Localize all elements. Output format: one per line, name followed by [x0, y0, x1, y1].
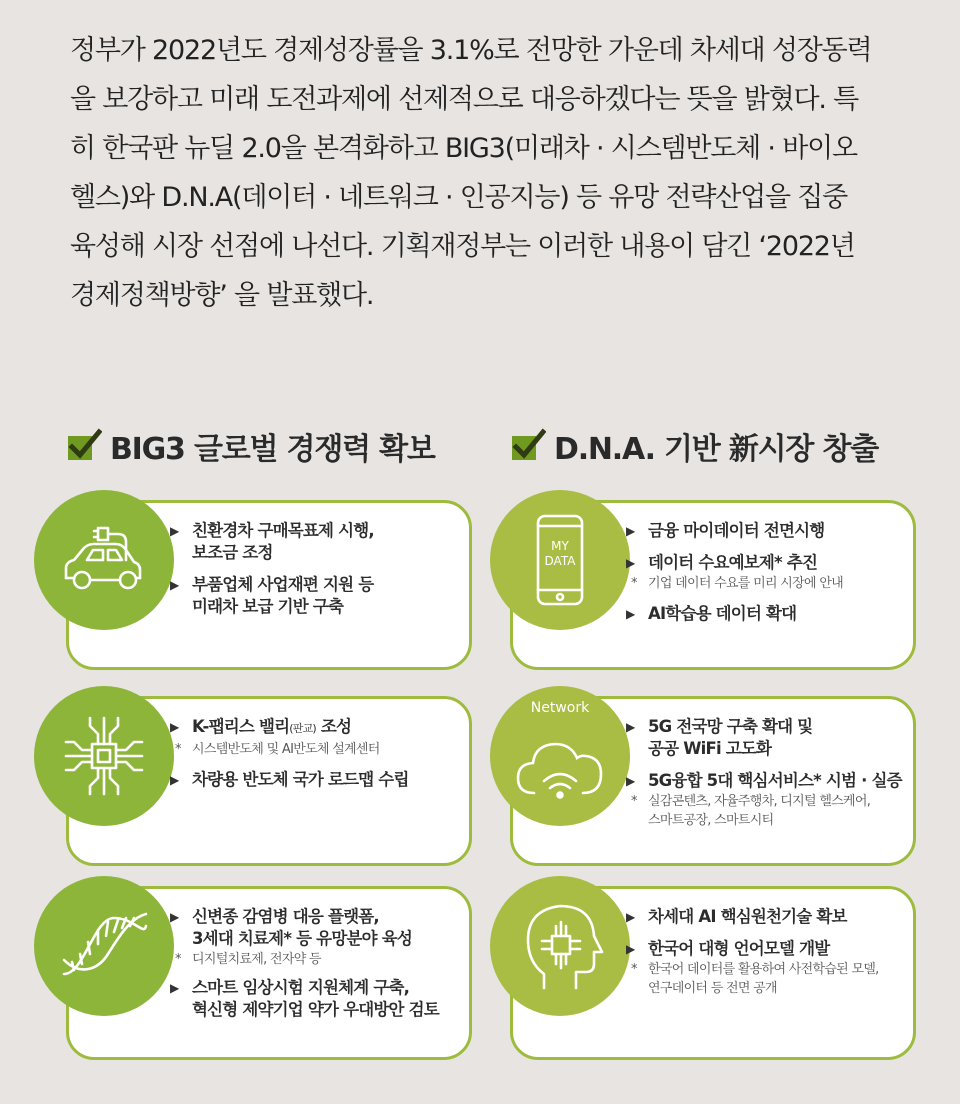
footnote: * 기업 데이터 수요를 미리 시장에 안내 — [626, 574, 910, 593]
intro-line: 육성해 시장 선점에 나선다. 기획재정부는 이러한 내용이 담긴 ‘2022년 — [70, 231, 855, 262]
intro-paragraph — [70, 26, 910, 320]
intro-line: 헬스)와 D.N.A(데이터 · 네트워크 · 인공지능) 등 유망 전략산업을 집중 — [70, 182, 847, 213]
bullet-item: ▶ 데이터 수요예보제* 추진 — [626, 552, 910, 574]
bullet-item: ▶ 친환경차 구매목표제 시행, 보조금 조정 — [170, 520, 466, 564]
bullet-item: ▶ 부품업체 사업재편 지원 등 미래차 보급 기반 구축 — [170, 574, 466, 618]
phone-text-my: MY — [551, 539, 569, 553]
check-icon — [510, 428, 546, 464]
future-car-items — [170, 520, 466, 618]
bullet-item: ▶ 차량용 반도체 국가 로드맵 수립 — [170, 769, 466, 791]
cloud-wifi-icon — [510, 717, 610, 817]
dna-section-title — [510, 424, 878, 468]
electric-car-badge — [34, 490, 174, 630]
footnote: * 시스템반도체 및 AI반도체 설계센터 — [170, 740, 466, 759]
electric-car-icon — [54, 510, 154, 610]
phone-text-data: DATA — [544, 554, 576, 568]
footnote: * 디지털치료제, 전자약 등 — [170, 950, 466, 969]
footnote: * 실감콘텐츠, 자율주행차, 디지털 헬스케어, 스마트공장, 스마트시티 — [626, 792, 910, 830]
semiconductor-badge — [34, 686, 174, 826]
bullet-item: ▶ K-팹리스 밸리(판교) 조성 — [170, 716, 466, 740]
bullet-item: ▶ 차세대 AI 핵심원천기술 확보 — [626, 906, 910, 928]
footnote: * 한국어 데이터를 활용하여 사전학습된 모델, 연구데이터 등 전면 공개 — [626, 960, 910, 998]
smartphone-my-data-icon — [510, 510, 610, 610]
bullet-item: ▶ 5G융합 5대 핵심서비스* 시범 · 실증 — [626, 770, 910, 792]
intro-line: 히 한국판 뉴딜 2.0을 본격화하고 BIG3(미래차 · 시스템반도체 · 바이오 — [70, 133, 857, 164]
bullet-item: ▶ 스마트 임상시험 지원체계 구축, 혁신형 제약기업 약가 우대방안 검토 — [170, 977, 466, 1021]
network-badge — [490, 686, 630, 826]
section-title-text: D.N.A. 기반 新시장 창출 — [554, 432, 878, 467]
network-items — [626, 716, 910, 830]
semiconductor-items — [170, 716, 466, 791]
ai-items — [626, 906, 910, 998]
intro-line: 경제정책방향’ 을 발표했다. — [70, 280, 374, 311]
intro-line: 정부가 2022년도 경제성장률을 3.1%로 전망한 가운데 차세대 성장동력 — [70, 35, 872, 66]
bullet-item: ▶ 한국어 대형 언어모델 개발 — [626, 938, 910, 960]
intro-line: 을 보강하고 미래 도전과제에 선제적으로 대응하겠다는 뜻을 밝혔다. 특 — [70, 84, 859, 115]
check-icon — [66, 428, 102, 464]
bullet-item: ▶ 5G 전국망 구축 확대 및 공공 WiFi 고도화 — [626, 716, 910, 760]
network-label: Network — [530, 700, 590, 716]
ai-badge — [490, 876, 630, 1016]
my-data-badge — [490, 490, 630, 630]
bullet-item: ▶ 신변종 감염병 대응 플랫폼, 3세대 치료제* 등 유망분야 육성 — [170, 906, 466, 950]
bio-health-items — [170, 906, 466, 1021]
data-items — [626, 520, 910, 625]
bullet-item: ▶ 금융 마이데이터 전면시행 — [626, 520, 910, 542]
ai-head-chip-icon — [510, 896, 610, 996]
bullet-item: ▶ AI학습용 데이터 확대 — [626, 603, 910, 625]
semiconductor-chip-icon — [54, 706, 154, 806]
big3-section-title — [66, 424, 435, 468]
section-title-text: BIG3 글로벌 경쟁력 확보 — [110, 432, 435, 467]
dna-badge — [34, 876, 174, 1016]
dna-icon — [54, 896, 154, 996]
